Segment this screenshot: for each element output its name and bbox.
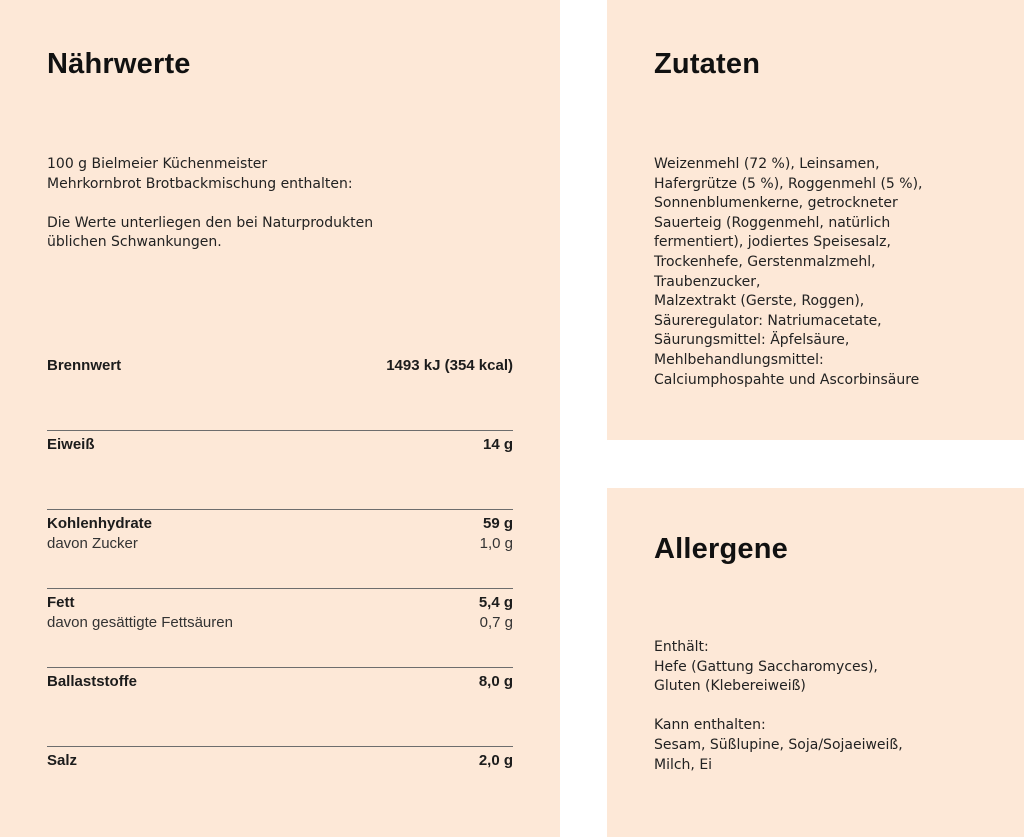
ingredients-line: Mehlbehandlungsmittel: — [654, 351, 824, 368]
nutrient-value: 2,0 g — [478, 752, 513, 769]
ingredients-line: fermentiert), jodiertes Speisesalz, — [654, 234, 891, 251]
ingredients-text — [654, 155, 922, 390]
allergens-line: Milch, Ei — [654, 756, 713, 773]
nutrient-subvalue: 0,7 g — [479, 614, 513, 631]
ingredients-line: Weizenmehl (72 %), Leinsamen, — [654, 156, 880, 172]
nutrition-row-eiweiss — [47, 431, 513, 510]
nutrition-row-fett — [47, 589, 513, 668]
nutrient-subvalue: 1,0 g — [479, 535, 513, 552]
nutrition-row-salz — [47, 747, 513, 826]
nutrient-value: 1493 kJ (354 kcal) — [386, 357, 513, 374]
nutrient-label: Fett — [47, 594, 75, 611]
nutrient-value: 59 g — [482, 515, 513, 532]
ingredients-line: Säurungsmittel: Äpfelsäure, — [654, 332, 850, 349]
nutrition-title: Nährwerte — [47, 48, 191, 80]
intro-line: 100 g Bielmeier Küchenmeister — [47, 156, 268, 172]
nutrient-value: 14 g — [482, 436, 513, 453]
allergens-line: Sesam, Süßlupine, Soja/Sojaeiweiß, — [654, 736, 903, 753]
ingredients-line: Säureregulator: Natriumacetate, — [654, 312, 882, 329]
nutrition-table — [47, 352, 513, 826]
intro-line: üblichen Schwankungen. — [47, 234, 222, 251]
ingredients-line: Trockenhefe, Gerstenmalzmehl, — [654, 253, 876, 270]
ingredients-panel — [607, 0, 1024, 440]
nutrient-sublabel: davon Zucker — [47, 535, 138, 552]
nutrition-row-ballaststoffe — [47, 668, 513, 747]
nutrition-intro — [47, 155, 373, 253]
nutrition-row-kohlenhydrate — [47, 510, 513, 589]
nutrient-label: Brennwert — [47, 357, 122, 374]
nutrient-label: Eiweiß — [47, 436, 95, 453]
nutrient-value: 5,4 g — [478, 594, 513, 611]
ingredients-line: Traubenzucker, — [654, 273, 761, 290]
ingredients-line: Hafergrütze (5 %), Roggenmehl (5 %), — [654, 175, 923, 192]
allergens-line: Enthält: — [654, 639, 709, 655]
allergens-line: Hefe (Gattung Saccharomyces), — [654, 658, 878, 675]
nutrient-value: 8,0 g — [478, 673, 513, 690]
ingredients-line: Calciumphospahte und Ascorbinsäure — [654, 371, 920, 388]
nutrient-label: Ballaststoffe — [47, 673, 138, 690]
allergens-line: Kann enthalten: — [654, 717, 766, 734]
nutrient-sublabel: davon gesättigte Fettsäuren — [47, 614, 233, 631]
nutrient-label: Salz — [47, 752, 78, 769]
intro-line: Die Werte unterliegen den bei Naturprodukten — [47, 214, 374, 231]
allergens-line — [654, 697, 903, 717]
ingredients-line: Malzextrakt (Gerste, Roggen), — [654, 293, 865, 310]
nutrient-label: Kohlenhydrate — [47, 515, 153, 532]
allergens-panel — [607, 488, 1024, 837]
ingredients-title: Zutaten — [654, 48, 761, 80]
ingredients-line: Sauerteig (Roggenmehl, natürlich — [654, 214, 891, 231]
intro-line — [47, 194, 373, 214]
intro-line: Mehrkornbrot Brotbackmischung enthalten: — [47, 175, 353, 192]
allergens-line: Gluten (Klebereiweiß) — [654, 678, 806, 695]
allergens-title: Allergene — [654, 533, 788, 565]
ingredients-line: Sonnenblumenkerne, getrockneter — [654, 195, 898, 212]
allergens-text — [654, 638, 903, 775]
nutrition-row-brennwert — [47, 352, 513, 431]
